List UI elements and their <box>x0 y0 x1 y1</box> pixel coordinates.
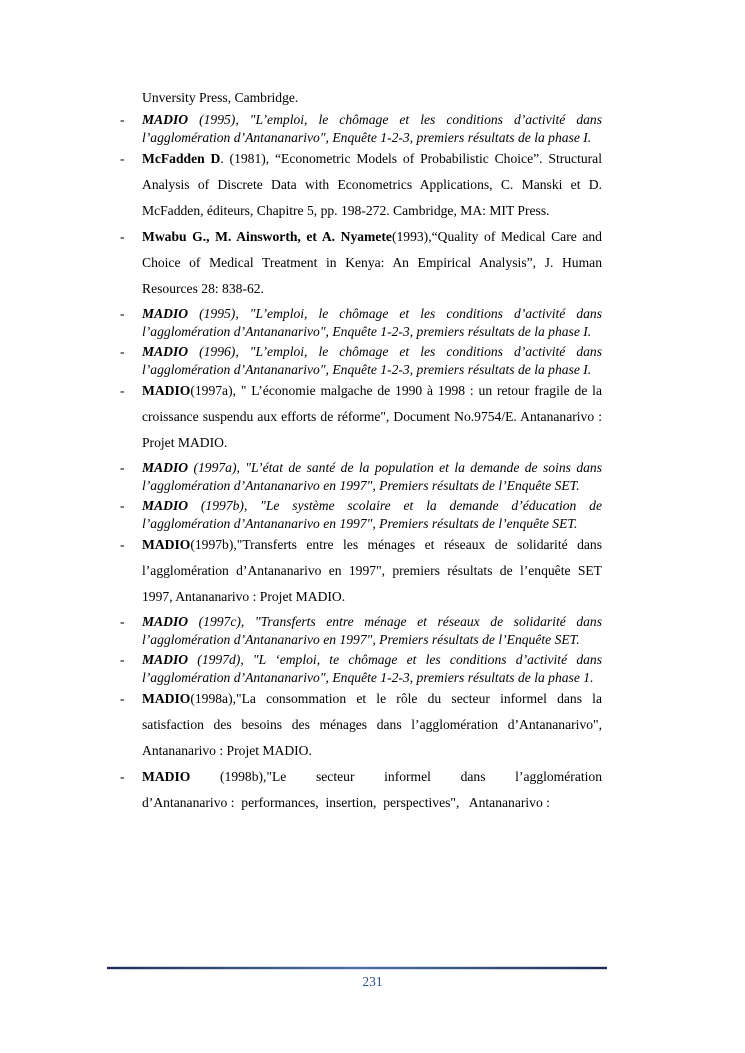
reference-author: MADIO <box>142 344 189 359</box>
reference-entry <box>120 497 602 532</box>
list-dash: - <box>120 691 125 706</box>
list-dash: - <box>120 151 125 166</box>
reference-entry <box>120 459 602 494</box>
reference-author: MADIO <box>142 383 191 398</box>
list-dash: - <box>120 652 125 667</box>
reference-text: (1997b), "Le système scolaire et la demande d’éducation de l’agglomération d’Antananarivo en 1997", Premiers résultats de l’enquête SET. <box>142 498 602 531</box>
list-dash: - <box>120 229 125 244</box>
list-dash: - <box>120 769 125 784</box>
reference-author: MADIO <box>142 652 189 667</box>
reference-entry <box>120 111 602 146</box>
reference-author: MADIO <box>142 614 189 629</box>
reference-entry <box>120 146 602 224</box>
reference-author: Mwabu G., M. Ainsworth, et A. Nyamete <box>142 229 392 244</box>
reference-text: (1997b),"Transferts entre les ménages et réseaux de solidarité dans l’agglomération d’Antananarivo en 1997", premiers résultats de l’enquête SET 1997, Antananarivo : Projet MADIO. <box>142 537 602 604</box>
reference-author: MADIO <box>142 498 189 513</box>
reference-author: MADIO <box>142 306 189 321</box>
reference-text: (1996), "L’emploi, le chômage et les conditions d’activité dans l’agglomération d’Antananarivo", Enquête 1-2-3, premiers résultats de la phase I. <box>142 344 602 377</box>
reference-entry <box>120 532 602 610</box>
reference-entry <box>120 305 602 340</box>
reference-author: MADIO <box>142 460 189 475</box>
reference-text: (1997a), " L’économie malgache de 1990 à 1998 : un retour fragile de la croissance suspendu aux efforts de réforme", Document No.9754/E. Antananarivo : Projet MADIO. <box>142 383 602 450</box>
reference-text: (1997d), "L ‘emploi, te chômage et les conditions d’activité dans l’agglomération d’Antananarivo", Enquête 1-2-3, premiers résultats de la phase 1. <box>142 652 602 685</box>
reference-author: MADIO <box>142 691 191 706</box>
page-number: 231 <box>362 974 383 989</box>
reference-author: MADIO <box>142 769 191 784</box>
reference-list <box>120 88 606 816</box>
list-dash: - <box>120 460 125 475</box>
reference-continuation: Unversity Press, Cambridge. <box>142 90 299 105</box>
footer-rule <box>107 966 607 970</box>
list-dash: - <box>120 537 125 552</box>
reference-entry <box>120 686 602 764</box>
reference-entry <box>120 764 606 816</box>
reference-entry <box>120 343 602 378</box>
reference-text: (1995), "L’emploi, le chômage et les conditions d’activité dans l’agglomération d’Antananarivo", Enquête 1-2-3, premiers résultats de la phase I. <box>142 112 602 145</box>
reference-author: McFadden D <box>142 151 221 166</box>
reference-entry <box>120 224 602 302</box>
reference-author: MADIO <box>142 112 189 127</box>
reference-entry <box>120 651 602 686</box>
list-dash: - <box>120 614 125 629</box>
reference-entry <box>120 613 602 648</box>
reference-entry <box>120 378 602 456</box>
reference-text: (1998a),"La consommation et le rôle du secteur informel dans la satisfaction des besoins des ménages dans l’agglomération d’Antananarivo", Antananarivo : Projet MADIO. <box>142 691 602 758</box>
reference-text: (1998b),"Le secteur informel dans l’agglomération d’Antananarivo : performances, insertion, perspectives", Antananarivo : <box>142 769 606 810</box>
reference-text: (1997c), "Transferts entre ménage et réseaux de solidarité dans l’agglomération d’Antananarivo en 1997", Premiers résultats de l’Enquête SET. <box>142 614 602 647</box>
reference-text: (1993),“Quality of Medical Care and Choice of Medical Treatment in Kenya: An Empirical Analysis”, J. Human Resources 28: 838-62. <box>142 229 602 296</box>
list-dash: - <box>120 112 125 127</box>
reference-author: MADIO <box>142 537 191 552</box>
list-dash: - <box>120 383 125 398</box>
reference-text: (1995), "L’emploi, le chômage et les conditions d’activité dans l’agglomération d’Antananarivo", Enquête 1-2-3, premiers résultats de la phase I. <box>142 306 602 339</box>
list-dash: - <box>120 344 125 359</box>
reference-text: (1997a), "L’état de santé de la population et la demande de soins dans l’agglomération d’Antananarivo en 1997", Premiers résultats de l’Enquête SET. <box>142 460 602 493</box>
list-dash: - <box>120 498 125 513</box>
list-dash: - <box>120 306 125 321</box>
reference-text: . (1981), “Econometric Models of Probabilistic Choice”. Structural Analysis of Discrete Data with Econometrics Applications, C. Manski et D. McFadden, éditeurs, Chapitre 5, pp. 198-272. Cambridge, MA: MIT Press. <box>142 151 602 218</box>
